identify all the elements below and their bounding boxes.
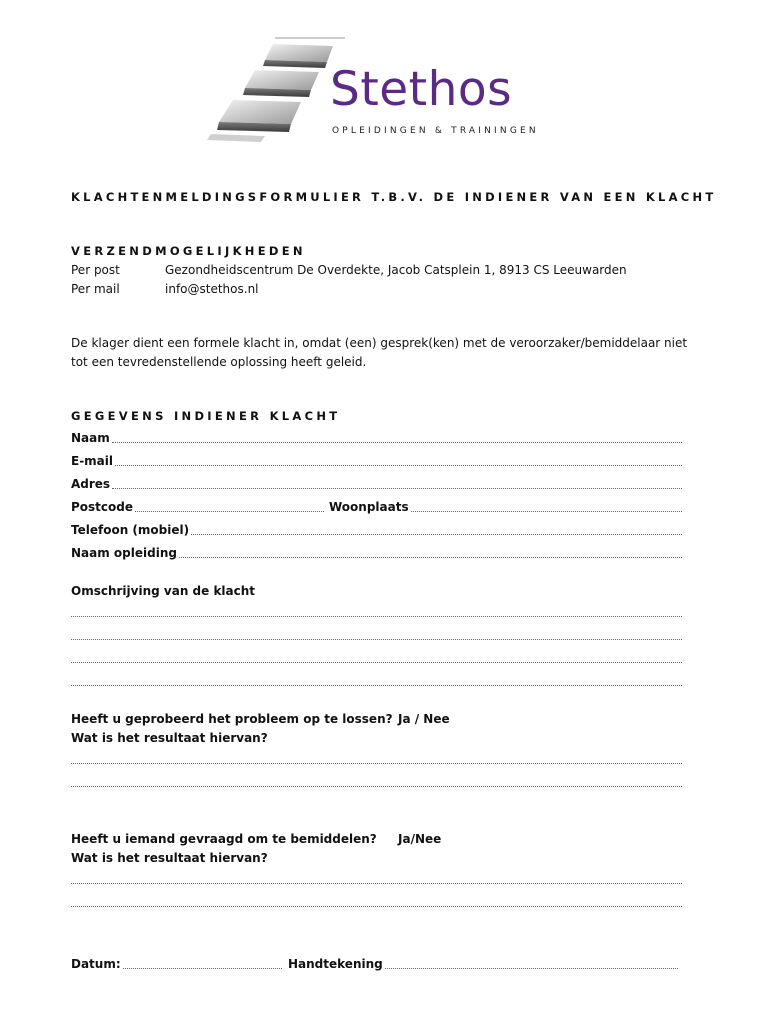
question2-text: Heeft u iemand gevraagd om te bemiddelen?: [71, 832, 377, 846]
question1-result-label: Wat is het resultaat hiervan?: [71, 731, 268, 745]
signature-label: Handtekening: [288, 957, 383, 971]
brand-name: Stethos: [330, 62, 513, 117]
question2-result-label: Wat is het resultaat hiervan?: [71, 851, 268, 865]
question1-line-1[interactable]: [71, 762, 682, 764]
email-field[interactable]: [71, 454, 682, 468]
question1-options[interactable]: Ja / Nee: [398, 712, 450, 726]
intro-line-1: De klager dient een formele klacht in, omdat (een) gesprek(ken) met de veroorzaker/bemiddelaar niet: [71, 336, 688, 350]
complaint-line-3[interactable]: [71, 661, 682, 663]
question1-line-2[interactable]: [71, 785, 682, 787]
city-field[interactable]: [329, 500, 682, 514]
complaint-line-2[interactable]: [71, 638, 682, 640]
name-fill-line[interactable]: [112, 441, 682, 443]
date-field[interactable]: [71, 957, 282, 971]
brand-tagline: OPLEIDINGEN & TRAININGEN: [332, 126, 539, 136]
complaint-line-1[interactable]: [71, 615, 682, 617]
question2-options[interactable]: Ja/Nee: [398, 832, 442, 846]
course-fill-line[interactable]: [179, 556, 682, 558]
email-fill-line[interactable]: [115, 464, 682, 466]
applicant-heading: GEGEVENS INDIENER KLACHT: [71, 409, 341, 423]
postcode-label: Postcode: [71, 500, 134, 514]
intro-line-2: tot een tevredenstellende oplossing heeft geleid.: [71, 355, 367, 369]
city-label: Woonplaats: [329, 500, 409, 514]
date-label: Datum:: [71, 957, 121, 971]
shipping-heading: VERZENDMOGELIJKHEDEN: [71, 244, 306, 258]
form-title: KLACHTENMELDINGSFORMULIER T.B.V. DE INDIENER VAN EEN KLACHT: [71, 190, 717, 204]
phone-label: Telefoon (mobiel): [71, 523, 190, 537]
phone-fill-line[interactable]: [191, 533, 682, 535]
course-label: Naam opleiding: [71, 546, 177, 560]
postcode-field[interactable]: [71, 500, 324, 514]
phone-field[interactable]: [71, 523, 682, 537]
question2-line-1[interactable]: [71, 882, 682, 884]
city-fill-line[interactable]: [411, 510, 682, 512]
date-fill-line[interactable]: [123, 967, 282, 969]
email-label: E-mail: [71, 454, 114, 468]
question1-text: Heeft u geprobeerd het probleem op te lossen?: [71, 712, 393, 726]
mail-address[interactable]: info@stethos.nl: [165, 282, 259, 296]
post-address: Gezondheidscentrum De Overdekte, Jacob Catsplein 1, 8913 CS Leeuwarden: [165, 263, 627, 277]
signature-fill-line[interactable]: [385, 967, 678, 969]
course-field[interactable]: [71, 546, 682, 560]
name-label: Naam: [71, 431, 110, 445]
postcode-fill-line[interactable]: [135, 510, 324, 512]
complaint-label: Omschrijving van de klacht: [71, 584, 256, 598]
complaint-line-4[interactable]: [71, 684, 682, 686]
mail-label: Per mail: [71, 282, 120, 296]
address-field[interactable]: [71, 477, 682, 491]
stethos-logo-icon: [205, 30, 345, 148]
address-fill-line[interactable]: [112, 487, 682, 489]
question2-line-2[interactable]: [71, 905, 682, 907]
name-field[interactable]: [71, 431, 682, 445]
post-label: Per post: [71, 263, 120, 277]
signature-field[interactable]: [288, 957, 678, 971]
address-label: Adres: [71, 477, 111, 491]
